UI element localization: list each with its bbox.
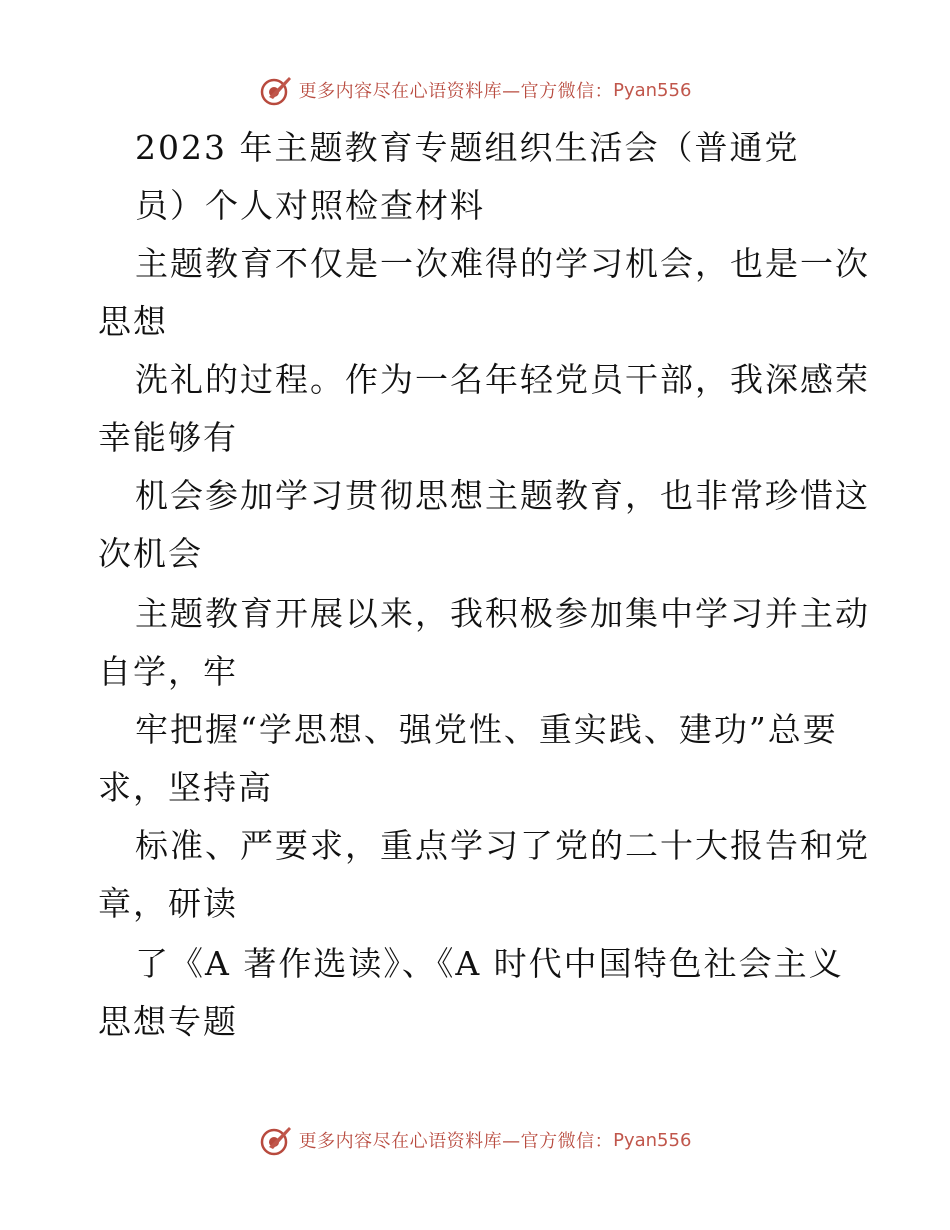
document-title-line-1: 2023 年主题教育专题组织生活会（普通党	[135, 128, 800, 167]
paragraph-line: 思想	[98, 302, 168, 341]
paragraph-line: 幸能够有	[98, 418, 238, 457]
document-title-line-2: 员）个人对照检查材料	[135, 186, 485, 225]
paragraph-line: 主题教育不仅是一次难得的学习机会，也是一次	[135, 244, 870, 283]
watermark-text: 更多内容尽在心语资料库—官方微信：	[298, 81, 614, 102]
paragraph-line: 了《A 著作选读》、《A 时代中国特色社会主义	[135, 944, 844, 983]
paragraph-line: 章，研读	[98, 884, 238, 923]
quill-logo-icon	[259, 1123, 293, 1157]
paragraph-line: 求，坚持高	[98, 768, 273, 807]
paragraph-line: 自学，牢	[98, 652, 238, 691]
watermark-wechat: Pyan556	[613, 79, 692, 101]
paragraph-line: 标准、严要求，重点学习了党的二十大报告和党	[135, 826, 870, 865]
paragraph-line: 机会参加学习贯彻思想主题教育，也非常珍惜这	[135, 476, 870, 515]
paragraph-line: 主题教育开展以来，我积极参加集中学习并主动	[135, 594, 870, 633]
footer-watermark	[0, 1120, 950, 1160]
paragraph-line: 牢把握“学思想、强党性、重实践、建功”总要	[135, 710, 838, 749]
paragraph-line: 洗礼的过程。作为一名年轻党员干部，我深感荣	[135, 360, 870, 399]
paragraph-line: 思想专题	[98, 1002, 238, 1041]
watermark-wechat: Pyan556	[613, 1129, 692, 1151]
paragraph-line: 次机会	[98, 534, 203, 573]
watermark-text: 更多内容尽在心语资料库—官方微信：	[298, 1131, 614, 1152]
